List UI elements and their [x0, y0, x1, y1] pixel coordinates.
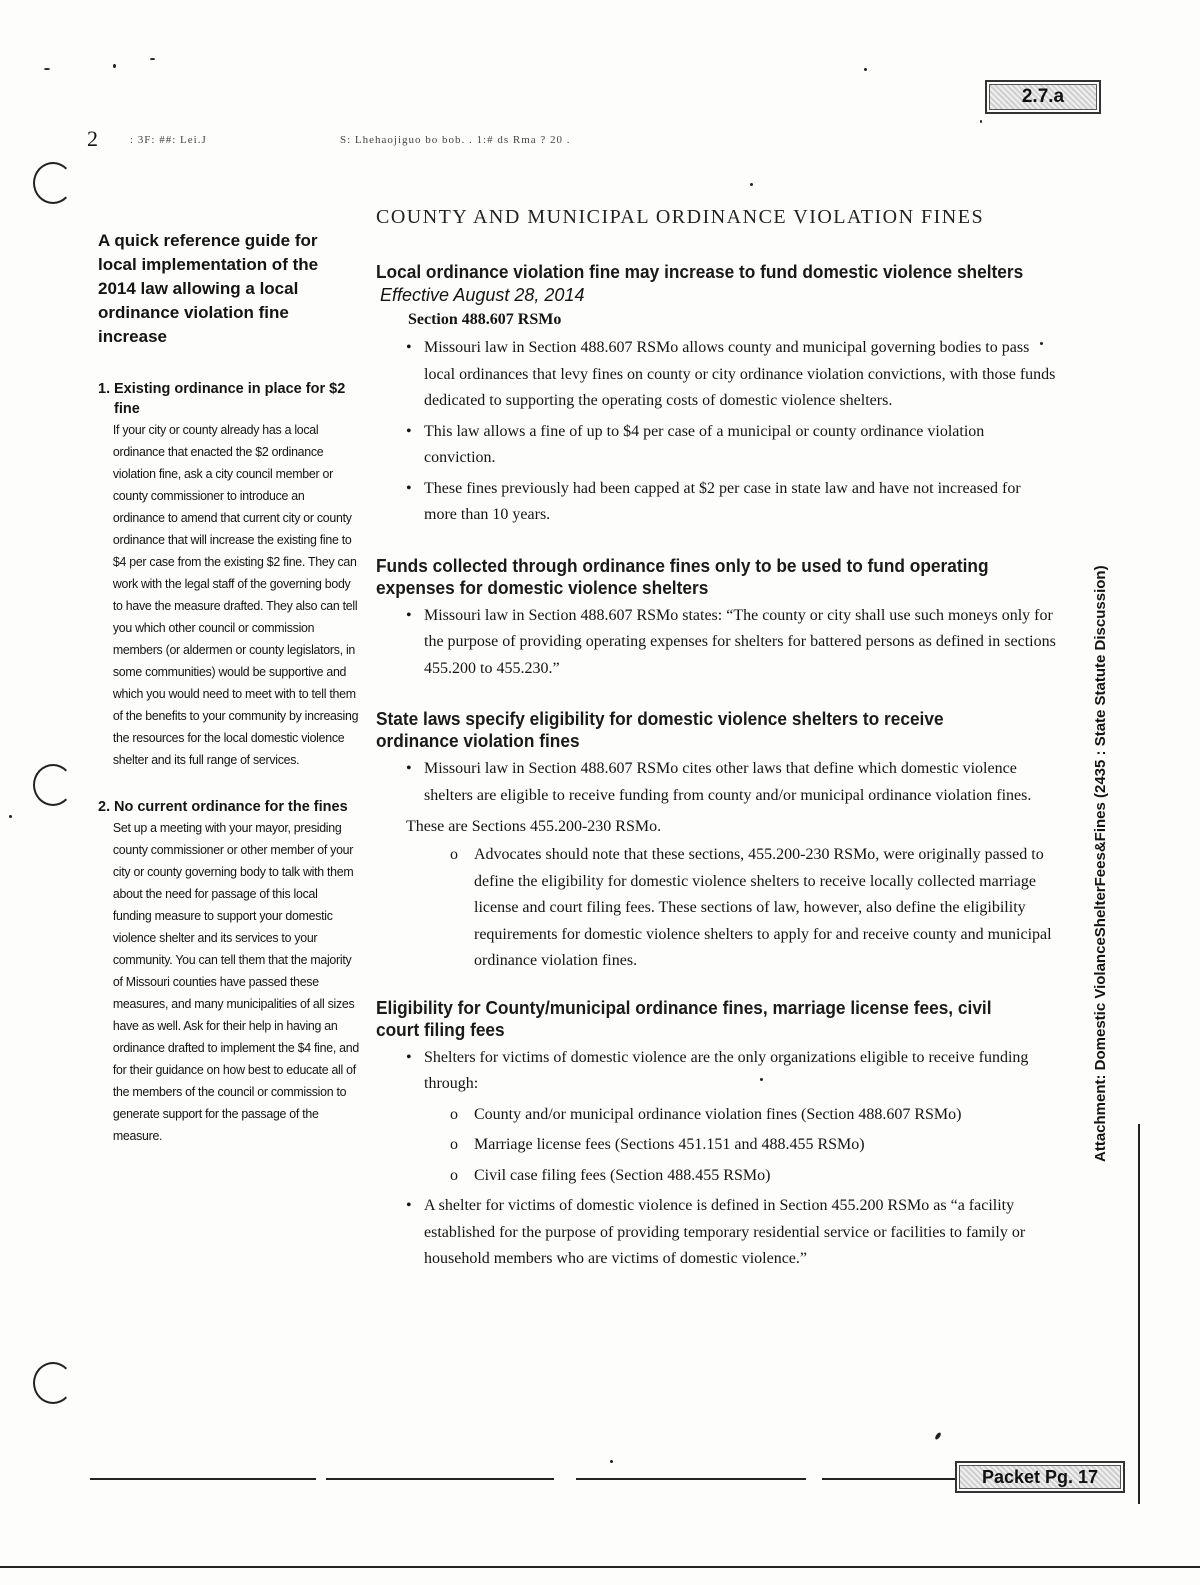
scan-speck: [934, 1432, 942, 1441]
section-heading: Funds collected through ordinance fines only to be used to fund operating expenses for domestic violence shelters: [376, 555, 989, 598]
sidebar: [98, 229, 359, 1147]
scan-speck: [9, 815, 12, 818]
list-item: • These fines previously had been capped at $2 per case in state law and have not increased for more than 10 years.: [376, 476, 1056, 529]
sub-list-item: o Marriage license fees (Sections 451.151 and 488.455 RSMo): [376, 1132, 1056, 1159]
section-heading: Eligibility for County/municipal ordinance fines, marriage license fees, civil court filing fees: [376, 997, 992, 1040]
section-eligibility-laws: [376, 708, 1056, 975]
section-heading: Local ordinance violation fine may increase to fund domestic violence shelters: [376, 262, 1024, 282]
scan-speck: [44, 68, 50, 70]
scan-speck: [150, 58, 155, 60]
list-item: • This law allows a fine of up to $4 per case of a municipal or county ordinance violation conviction.: [376, 419, 1056, 472]
sidebar-item-body: If your city or county already has a local ordinance that enacted the $2 ordinance violation fine, ask a city council member or county commissioner to introduce an ordinance to amend that current city or county ordinance that will increase the existing fine to $4 per case from the existing $2 fine. They can work with the legal staff of the governing body to have the measure drafted. They also can tell you which other council or commission members (or aldermen or county legislators, in some communities) would be supportive and which you would need to meet with to tell them of the benefits to your community by increasing the resources for the local domestic violence shelter and its full range of services.: [112, 422, 359, 767]
attachment-label: Attachment: Domestic ViolanceShelterFees&Fines (2435 : State Statute Discussion): [1092, 565, 1109, 1162]
effective-date: Effective August 28, 2014: [380, 285, 585, 305]
sidebar-item: [98, 797, 359, 1147]
sidebar-item-number: 2.: [98, 799, 111, 815]
list-item: • Missouri law in Section 488.607 RSMo states: “The county or city shall use such moneys only for the purpose of providing operating expenses for shelters for battered persons as defined in sections 455.200 to 455.230.”: [376, 603, 1056, 683]
footer-rule: [326, 1478, 554, 1480]
agenda-stamp: 2.7.a: [985, 80, 1101, 114]
sub-list-item: o Advocates should note that these sections, 455.200-230 RSMo, were originally passed to define the eligibility for domestic violence shelters to receive locally collected marriage license and court filing fees. These sections of law, however, also define the eligibility requirements for domestic violence shelters to apply for and receive county and municipal ordinance violation fines.: [376, 842, 1056, 975]
section-reference: Section 488.607 RSMo: [408, 311, 562, 328]
margin-line: [1138, 1124, 1140, 1504]
page-bottom-rule: [0, 1566, 1200, 1568]
footer-rule: [822, 1478, 962, 1480]
page-number: 2: [87, 126, 98, 151]
section-local-fine: [376, 261, 1056, 529]
bullet-list: [376, 1045, 1056, 1098]
sidebar-item-heading-text: Existing ordinance in place for $2 fine: [114, 381, 346, 417]
list-item: • Missouri law in Section 488.607 RSMo allows county and municipal governing bodies to pass local ordinances that levy fines on county or city ordinance violation convictions, with those funds dedicated to supporting the operating costs of domestic violence shelters.: [376, 335, 1056, 415]
scan-speck: [864, 68, 867, 71]
list-item: • A shelter for victims of domestic violence is defined in Section 455.200 RSMo as “a facility established for the purpose of providing temporary residential service or facilities to family or household members who are victims of domestic violence.”: [376, 1193, 1056, 1273]
section-funds-use: [376, 555, 1056, 683]
bullet-list: [376, 756, 1056, 809]
footer-rule: [576, 1478, 806, 1480]
punch-hole: [33, 764, 73, 806]
sidebar-item-heading: [98, 797, 348, 817]
section-eligibility-fees: [376, 997, 1056, 1273]
scan-speck: [113, 64, 116, 68]
main-content: [376, 206, 1056, 1277]
section-heading: State laws specify eligibility for domestic violence shelters to receive ordinance violation fines: [376, 709, 944, 751]
bullet-list: [376, 335, 1056, 529]
list-item: • Shelters for victims of domestic violence are the only organizations eligible to receive funding through:: [376, 1045, 1056, 1098]
sections-note: These are Sections 455.200-230 RSMo.: [406, 818, 662, 835]
header-garbled-right: S: Lhehaojiguo bo bob. . 1:# ds Rma ? 20 .: [340, 134, 571, 146]
sub-list-item: o County and/or municipal ordinance violation fines (Section 488.607 RSMo): [376, 1102, 1056, 1129]
scan-speck: [750, 183, 753, 186]
punch-hole: [33, 1362, 73, 1404]
sub-list: [376, 1102, 1056, 1190]
sidebar-title: A quick reference guide for local implementation of the 2014 law allowing a local ordinance violation fine increase: [98, 231, 319, 346]
sidebar-item-heading-text: No current ordinance for the fines: [114, 799, 348, 815]
sidebar-item: [98, 379, 359, 771]
sub-list-item: o Civil case filing fees (Section 488.455 RSMo): [376, 1163, 1056, 1190]
sub-list: [376, 842, 1056, 975]
header-garbled-left: : 3F: ##: Lei.J: [130, 134, 207, 146]
list-item: • Missouri law in Section 488.607 RSMo cites other laws that define which domestic violence shelters are eligible to receive funding from county and/or municipal ordinance violation fines.: [376, 756, 1056, 809]
packet-page-stamp: Packet Pg. 17: [955, 1461, 1125, 1493]
footer-rule: [90, 1478, 316, 1480]
page-title: COUNTY AND MUNICIPAL ORDINANCE VIOLATION FINES: [376, 206, 985, 228]
bullet-list: [376, 1193, 1056, 1273]
sidebar-item-heading: [98, 379, 348, 419]
sidebar-item-number: 1.: [98, 381, 111, 397]
bullet-list: [376, 603, 1056, 683]
scan-speck: [980, 120, 982, 123]
punch-hole: [33, 162, 73, 204]
sidebar-item-body: Set up a meeting with your mayor, presiding county commissioner or other member of your city or county governing body to talk with them about the need for passage of this local funding measure to support your domestic violence shelter and its services to your community. You can tell them that the majority of Missouri counties have passed these measures, and many municipalities of all sizes have as well. Ask for their help in having an ordinance drafted to implement the $4 fine, and for their guidance on how best to educate all of the members of the council or commission to generate support for the passage of the measure.: [112, 820, 359, 1143]
scan-speck: [610, 1460, 613, 1463]
